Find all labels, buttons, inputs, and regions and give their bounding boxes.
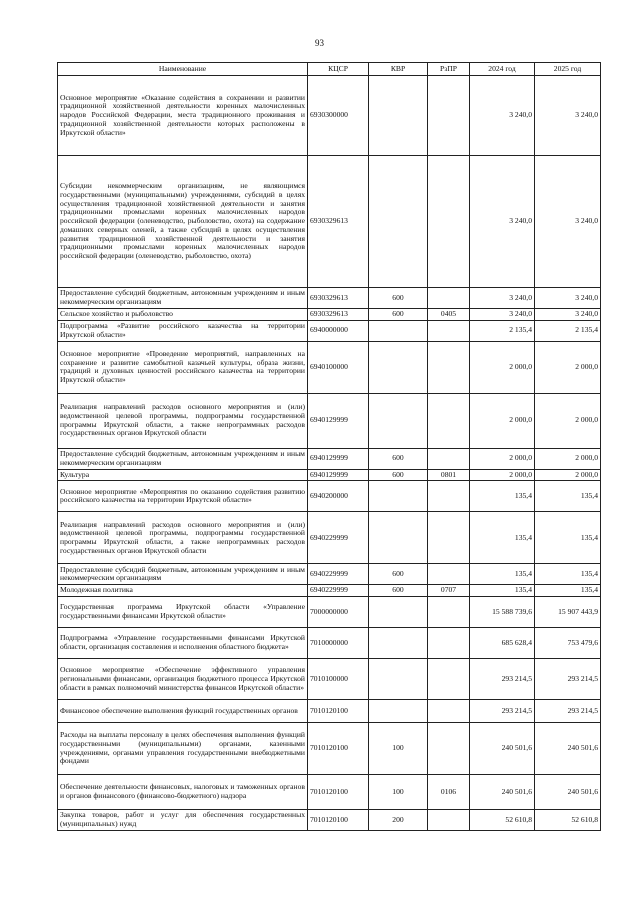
cell-y2025: 2 000,0 bbox=[535, 393, 601, 448]
table-row bbox=[58, 597, 601, 628]
cell-rzpr bbox=[428, 597, 470, 628]
cell-y2024: 135,4 bbox=[470, 564, 535, 585]
cell-name: Предоставление субсидий бюджетным, автономным учреждениям и иным некоммерческим организациям bbox=[58, 288, 308, 309]
cell-y2024: 2 000,0 bbox=[470, 469, 535, 481]
cell-name: Подпрограмма «Управление государственными финансами Иркутской области, организация составления и исполнения областного бюджета» bbox=[58, 628, 308, 659]
cell-kcsr: 6940200000 bbox=[308, 481, 369, 512]
cell-kvr bbox=[369, 659, 428, 700]
table-header-row bbox=[58, 63, 601, 76]
cell-y2024: 685 628,4 bbox=[470, 628, 535, 659]
table-row bbox=[58, 320, 601, 341]
cell-kcsr: 6940229999 bbox=[308, 512, 369, 564]
cell-name: Государственная программа Иркутской области «Управление государственными финансами Иркутской области» bbox=[58, 597, 308, 628]
cell-y2025: 3 240,0 bbox=[535, 309, 601, 321]
cell-y2025: 2 135,4 bbox=[535, 320, 601, 341]
cell-kvr bbox=[369, 156, 428, 288]
cell-y2024: 293 214,5 bbox=[470, 700, 535, 723]
cell-kcsr: 6940000000 bbox=[308, 320, 369, 341]
cell-name: Предоставление субсидий бюджетным, автономным учреждениям и иным некоммерческим организациям bbox=[58, 564, 308, 585]
budget-table bbox=[57, 62, 601, 831]
cell-y2025: 293 214,5 bbox=[535, 700, 601, 723]
cell-rzpr bbox=[428, 628, 470, 659]
cell-y2024: 2 000,0 bbox=[470, 341, 535, 393]
cell-y2024: 135,4 bbox=[470, 585, 535, 597]
cell-rzpr bbox=[428, 810, 470, 830]
header-2025: 2025 год bbox=[535, 63, 601, 76]
cell-kcsr: 7010100000 bbox=[308, 659, 369, 700]
cell-kvr bbox=[369, 341, 428, 393]
table-row bbox=[58, 659, 601, 700]
cell-kvr bbox=[369, 628, 428, 659]
cell-y2024: 240 501,6 bbox=[470, 723, 535, 775]
cell-name: Финансовое обеспечение выполнения функций государственных органов bbox=[58, 700, 308, 723]
cell-kcsr: 6930329613 bbox=[308, 156, 369, 288]
cell-kvr: 600 bbox=[369, 564, 428, 585]
cell-kvr: 600 bbox=[369, 309, 428, 321]
page-number: 93 bbox=[315, 38, 324, 48]
cell-kcsr: 6940229999 bbox=[308, 585, 369, 597]
cell-kcsr: 7010120100 bbox=[308, 810, 369, 830]
cell-y2025: 135,4 bbox=[535, 481, 601, 512]
cell-name: Основное мероприятие «Мероприятия по оказанию содействия развитию российского казачества на территории Иркутской области» bbox=[58, 481, 308, 512]
table-row bbox=[58, 564, 601, 585]
cell-y2025: 2 000,0 bbox=[535, 469, 601, 481]
cell-kcsr: 6930300000 bbox=[308, 76, 369, 156]
cell-kcsr: 6930329613 bbox=[308, 288, 369, 309]
header-kvr: КВР bbox=[369, 63, 428, 76]
cell-y2025: 135,4 bbox=[535, 512, 601, 564]
cell-name: Основное мероприятие «Оказание содействия в сохранении и развитии традиционной хозяйственной деятельности коренных малочисленных народов Российской Федерации, места традиционного проживания и традиционной хозяйственной деятельности которых расположены в Иркутской области» bbox=[58, 76, 308, 156]
cell-kvr: 200 bbox=[369, 810, 428, 830]
cell-name: Предоставление субсидий бюджетным, автономным учреждениям и иным некоммерческим организациям bbox=[58, 448, 308, 469]
cell-kvr: 600 bbox=[369, 288, 428, 309]
cell-name: Молодежная политика bbox=[58, 585, 308, 597]
table-row bbox=[58, 76, 601, 156]
cell-rzpr: 0707 bbox=[428, 585, 470, 597]
cell-y2025: 240 501,6 bbox=[535, 775, 601, 810]
cell-y2024: 135,4 bbox=[470, 512, 535, 564]
cell-rzpr bbox=[428, 481, 470, 512]
cell-kvr bbox=[369, 76, 428, 156]
cell-kvr: 600 bbox=[369, 585, 428, 597]
cell-kcsr: 6940129999 bbox=[308, 448, 369, 469]
table-row bbox=[58, 585, 601, 597]
header-name: Наименование bbox=[58, 63, 308, 76]
cell-rzpr bbox=[428, 723, 470, 775]
cell-y2025: 240 501,6 bbox=[535, 723, 601, 775]
cell-kcsr: 6940129999 bbox=[308, 393, 369, 448]
cell-y2025: 3 240,0 bbox=[535, 76, 601, 156]
cell-kvr: 100 bbox=[369, 723, 428, 775]
cell-kvr bbox=[369, 393, 428, 448]
cell-name: Обеспечение деятельности финансовых, налоговых и таможенных органов и органов финансового (финансово-бюджетного) надзора bbox=[58, 775, 308, 810]
cell-y2024: 293 214,5 bbox=[470, 659, 535, 700]
cell-y2025: 135,4 bbox=[535, 585, 601, 597]
cell-name: Закупка товаров, работ и услуг для обеспечения государственных (муниципальных) нужд bbox=[58, 810, 308, 830]
cell-y2024: 3 240,0 bbox=[470, 309, 535, 321]
cell-y2024: 3 240,0 bbox=[470, 76, 535, 156]
table-row bbox=[58, 156, 601, 288]
cell-rzpr: 0405 bbox=[428, 309, 470, 321]
cell-name: Основное мероприятие «Проведение мероприятий, направленных на сохранение и развитие самобытной казачьей культуры, образа жизни, традиций и духовных ценностей российского казачества на территории Иркутской области» bbox=[58, 341, 308, 393]
table-row bbox=[58, 512, 601, 564]
table-row bbox=[58, 393, 601, 448]
cell-name: Сельское хозяйство и рыболовство bbox=[58, 309, 308, 321]
table-row bbox=[58, 448, 601, 469]
cell-y2024: 3 240,0 bbox=[470, 288, 535, 309]
table-row bbox=[58, 288, 601, 309]
cell-name: Расходы на выплаты персоналу в целях обеспечения выполнения функций государственными (муниципальными) органами, казенными учреждениями, органами управления государственными внебюджетными фондами bbox=[58, 723, 308, 775]
cell-y2024: 52 610,8 bbox=[470, 810, 535, 830]
cell-y2024: 2 000,0 bbox=[470, 448, 535, 469]
cell-name: Подпрограмма «Развитие российского казачества на территории Иркутской области» bbox=[58, 320, 308, 341]
cell-rzpr bbox=[428, 700, 470, 723]
cell-kvr bbox=[369, 320, 428, 341]
cell-kcsr: 7010120100 bbox=[308, 700, 369, 723]
header-2024: 2024 год bbox=[470, 63, 535, 76]
header-kcsr: КЦСР bbox=[308, 63, 369, 76]
cell-y2024: 15 588 739,6 bbox=[470, 597, 535, 628]
table-row bbox=[58, 469, 601, 481]
cell-rzpr bbox=[428, 393, 470, 448]
cell-rzpr bbox=[428, 320, 470, 341]
cell-y2025: 753 479,6 bbox=[535, 628, 601, 659]
cell-kcsr: 7010120100 bbox=[308, 723, 369, 775]
header-rzpr: РзПР bbox=[428, 63, 470, 76]
cell-y2025: 52 610,8 bbox=[535, 810, 601, 830]
cell-rzpr bbox=[428, 448, 470, 469]
cell-rzpr: 0106 bbox=[428, 775, 470, 810]
cell-name: Субсидии некоммерческим организациям, не являющимся государственными (муниципальными) учреждениями, субсидий в целях осуществления традиционной хозяйственной деятельности и занятия традиционными промыслами коренных малочисленных народов российской федерации (оленеводство, рыболовство, охота) на содержание домашних северных оленей, а также субсидий в целях осуществления развития традиционной хозяйственной деятельности и занятия традиционными промыслами коренных малочисленных народов российской федерации (оленеводство, рыболовство, охота) bbox=[58, 156, 308, 288]
table-row bbox=[58, 723, 601, 775]
cell-rzpr bbox=[428, 156, 470, 288]
cell-y2025: 135,4 bbox=[535, 564, 601, 585]
cell-y2024: 2 000,0 bbox=[470, 393, 535, 448]
cell-kvr: 600 bbox=[369, 448, 428, 469]
table-row bbox=[58, 628, 601, 659]
cell-rzpr bbox=[428, 659, 470, 700]
cell-kcsr: 7010000000 bbox=[308, 628, 369, 659]
table-row bbox=[58, 309, 601, 321]
cell-kvr bbox=[369, 512, 428, 564]
cell-rzpr bbox=[428, 76, 470, 156]
cell-y2025: 3 240,0 bbox=[535, 288, 601, 309]
cell-kcsr: 6940129999 bbox=[308, 469, 369, 481]
cell-kvr: 600 bbox=[369, 469, 428, 481]
cell-y2025: 293 214,5 bbox=[535, 659, 601, 700]
cell-y2025: 2 000,0 bbox=[535, 448, 601, 469]
cell-rzpr bbox=[428, 288, 470, 309]
cell-kvr: 100 bbox=[369, 775, 428, 810]
cell-y2024: 240 501,6 bbox=[470, 775, 535, 810]
cell-kcsr: 6930329613 bbox=[308, 309, 369, 321]
cell-kvr bbox=[369, 700, 428, 723]
cell-name: Реализация направлений расходов основного мероприятия и (или) ведомственной целевой программы, подпрограммы государственной программы Иркутской области, а также непрограммных расходов государственных органов Иркутской области bbox=[58, 393, 308, 448]
table-row bbox=[58, 341, 601, 393]
cell-rzpr bbox=[428, 512, 470, 564]
cell-name: Реализация направлений расходов основного мероприятия и (или) ведомственной целевой программы, подпрограммы государственной программы Иркутской области, а также непрограммных расходов государственных органов Иркутской области bbox=[58, 512, 308, 564]
table-row bbox=[58, 810, 601, 830]
cell-y2025: 15 907 443,9 bbox=[535, 597, 601, 628]
cell-y2025: 2 000,0 bbox=[535, 341, 601, 393]
cell-kcsr: 6940100000 bbox=[308, 341, 369, 393]
cell-rzpr: 0801 bbox=[428, 469, 470, 481]
table-row bbox=[58, 481, 601, 512]
cell-kcsr: 6940229999 bbox=[308, 564, 369, 585]
cell-rzpr bbox=[428, 564, 470, 585]
cell-y2025: 3 240,0 bbox=[535, 156, 601, 288]
cell-y2024: 3 240,0 bbox=[470, 156, 535, 288]
cell-kvr bbox=[369, 597, 428, 628]
cell-rzpr bbox=[428, 341, 470, 393]
cell-y2024: 135,4 bbox=[470, 481, 535, 512]
cell-name: Культура bbox=[58, 469, 308, 481]
cell-name: Основное мероприятие «Обеспечение эффективного управления региональными финансами, организация бюджетного процесса Иркутской области в рамках полномочий министерства финансов Иркутской области» bbox=[58, 659, 308, 700]
table-row bbox=[58, 775, 601, 810]
table-row bbox=[58, 700, 601, 723]
cell-kcsr: 7010120100 bbox=[308, 775, 369, 810]
cell-y2024: 2 135,4 bbox=[470, 320, 535, 341]
cell-kvr bbox=[369, 481, 428, 512]
cell-kcsr: 7000000000 bbox=[308, 597, 369, 628]
